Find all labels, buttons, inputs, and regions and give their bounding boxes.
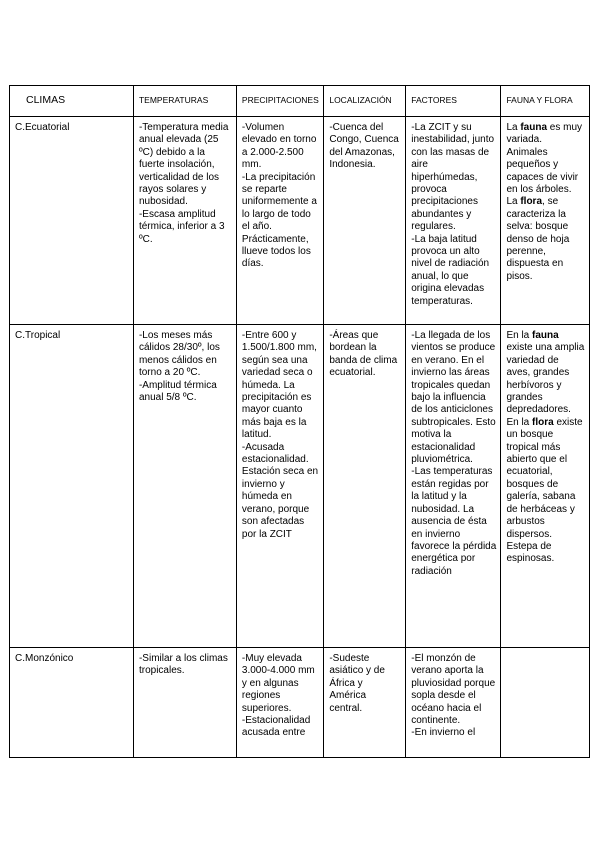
- header-row: [10, 86, 590, 117]
- cell-factores: -La ZCIT y su inestabilidad, junto con las masas de aire hiperhúmedas, provoca precipitaciones abundantes y regulares. -La baja latitud provoca un alto nivel de radiación anual, lo que origina elevadas temperaturas.: [406, 117, 501, 325]
- cell-localizacion: -Cuenca del Congo, Cuenca del Amazonas, Indonesia.: [324, 117, 406, 325]
- cell-temperaturas: -Similar a los climas tropicales.: [133, 648, 236, 758]
- flora-keyword: flora: [520, 196, 543, 208]
- flora-keyword: flora: [532, 416, 554, 428]
- fauna-flora-text: , se caracteriza la selva: bosque denso de hoja perenne, dispuesta en pisos.: [506, 196, 570, 282]
- table-row-tropical: [10, 325, 590, 648]
- table-row-ecuatorial: [10, 117, 590, 325]
- cell-fauna-flora: [501, 325, 590, 648]
- fauna-flora-text: existe un bosque tropical más abierto que el ecuatorial, bosques de galería, sabana de herbáceas y arbustos dispersos. Estepa de espinosas.: [506, 416, 583, 565]
- fauna-keyword: fauna: [520, 122, 548, 133]
- climates-table: [9, 85, 590, 758]
- cell-fauna-flora: [501, 117, 590, 325]
- header-factores: FACTORES: [406, 86, 501, 117]
- cell-temperaturas: -Los meses más cálidos 28/30º, los menos cálidos en torno a 20 ºC. -Amplitud térmica anual 5/8 ºC.: [133, 325, 236, 648]
- fauna-flora-text: es muy variada. Animales pequeños y capaces de vivir en los árboles. La: [506, 122, 583, 208]
- header-localizacion: LOCALIZACIÓN: [324, 86, 406, 117]
- cell-temperaturas: -Temperatura media anual elevada (25 ºC) debido a la fuerte insolación, verticalidad de los rayos solares y nubosidad. -Escasa amplitud térmica, inferior a 3 ºC.: [133, 117, 236, 325]
- cell-localizacion: -Sudeste asiático y de África y América central.: [324, 648, 406, 758]
- cell-clima: C.Ecuatorial: [10, 117, 134, 325]
- fauna-flora-text: En la: [506, 330, 533, 341]
- fauna-flora-text: La: [506, 122, 521, 133]
- fauna-flora-text: existe una amplia variedad de aves, grandes herbívoros y grandes depredadores. En la: [506, 342, 585, 428]
- cell-fauna-flora: [501, 648, 590, 758]
- header-fauna-flora: FAUNA Y FLORA: [501, 86, 590, 117]
- header-precipitaciones: PRECIPITACIONES: [236, 86, 323, 117]
- cell-localizacion: -Áreas que bordean la banda de clima ecuatorial.: [324, 325, 406, 648]
- table-row-monzonico: [10, 648, 590, 758]
- cell-clima: C.Tropical: [10, 325, 134, 648]
- cell-precipitaciones: -Muy elevada 3.000-4.000 mm y en algunas regiones superiores. -Estacionalidad acusada entre: [236, 648, 323, 758]
- header-temperaturas: TEMPERATURAS: [133, 86, 236, 117]
- cell-clima: C.Monzónico: [10, 648, 134, 758]
- cell-precipitaciones: -Volumen elevado en torno a 2.000-2.500 mm. -La precipitación se reparte uniformemente a lo largo de todo el año. Prácticamente, llueve todos los días.: [236, 117, 323, 325]
- cell-factores: -El monzón de verano aporta la pluviosidad porque sopla desde el océano hacia el continente. -En invierno el: [406, 648, 501, 758]
- fauna-keyword: fauna: [532, 330, 559, 341]
- cell-precipitaciones: -Entre 600 y 1.500/1.800 mm, según sea una variedad seca o húmeda. La precipitación es mayor cuanto más baja es la latitud. -Acusada estacionalidad. Estación seca en invierno y húmeda en verano, porque son afectadas por la ZCIT: [236, 325, 323, 648]
- header-climas: CLIMAS: [10, 86, 134, 117]
- cell-factores: -La llegada de los vientos se produce en verano. En el invierno las áreas tropicales quedan bajo la influencia de los anticiclones subtropicales. Esto motiva la estacionalidad pluviométrica. -Las temperaturas están regidas por la latitud y la nubosidad. La ausencia de ésta en invierno favorece la pérdida energética por radiación: [406, 325, 501, 648]
